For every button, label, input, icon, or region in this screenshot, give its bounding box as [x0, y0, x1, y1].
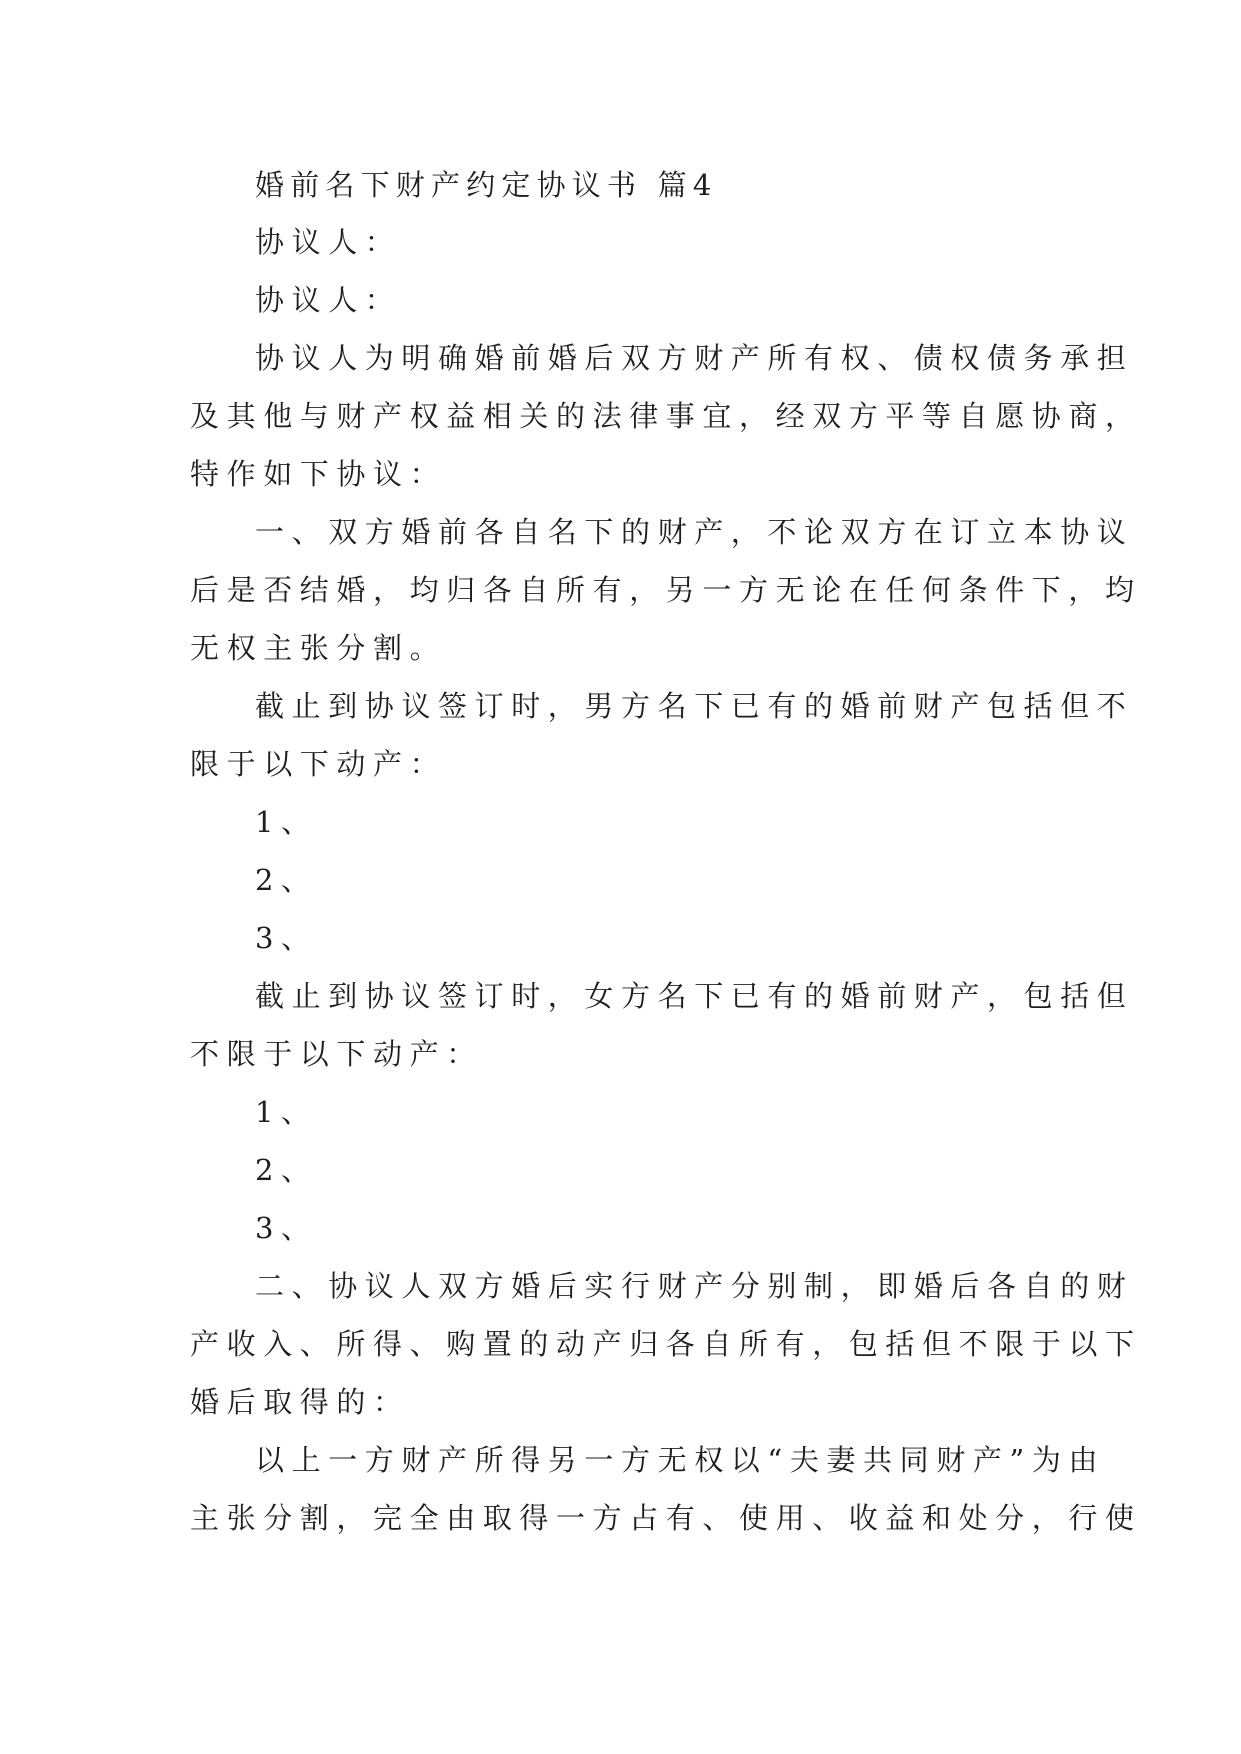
clause-2-line-3: 婚后取得的：	[190, 1385, 410, 1419]
preamble-line-3: 特作如下协议：	[190, 457, 447, 491]
clause-2-detail-line-2: 主张分割，完全由取得一方占有、使用、收益和处分，行使	[190, 1501, 1142, 1535]
party-a-label: 协议人：	[255, 225, 402, 259]
document-title: 婚前名下财产约定协议书 篇4	[255, 168, 718, 202]
clause-1-line-3: 无权主张分割。	[190, 631, 447, 665]
male-assets-line-2: 限于以下动产：	[190, 747, 447, 781]
preamble-line-1: 协议人为明确婚前婚后双方财产所有权、债权债务承担	[255, 341, 1134, 375]
male-asset-item-2: 2、	[255, 863, 318, 897]
female-assets-line-1: 截止到协议签订时，女方名下已有的婚前财产，包括但	[255, 979, 1134, 1013]
clause-1-line-2: 后是否结婚，均归各自所有，另一方无论在任何条件下，均	[190, 573, 1142, 607]
party-b-label: 协议人：	[255, 283, 402, 317]
clause-2-line-1: 二、协议人双方婚后实行财产分别制，即婚后各自的财	[255, 1269, 1134, 1303]
female-assets-line-2: 不限于以下动产：	[190, 1037, 483, 1071]
male-asset-item-3: 3、	[255, 921, 318, 955]
male-asset-item-1: 1、	[255, 805, 318, 839]
preamble-line-2: 及其他与财产权益相关的法律事宜，经双方平等自愿协商，	[190, 399, 1142, 433]
clause-2-detail-line-1: 以上一方财产所得另一方无权以“夫妻共同财产”为由	[255, 1443, 1106, 1477]
clause-1-line-1: 一、双方婚前各自名下的财产，不论双方在订立本协议	[255, 515, 1134, 549]
female-asset-item-1: 1、	[255, 1095, 318, 1129]
female-asset-item-3: 3、	[255, 1211, 318, 1245]
female-asset-item-2: 2、	[255, 1153, 318, 1187]
male-assets-line-1: 截止到协议签订时，男方名下已有的婚前财产包括但不	[255, 689, 1134, 723]
clause-2-line-2: 产收入、所得、购置的动产归各自所有，包括但不限于以下	[190, 1327, 1142, 1361]
